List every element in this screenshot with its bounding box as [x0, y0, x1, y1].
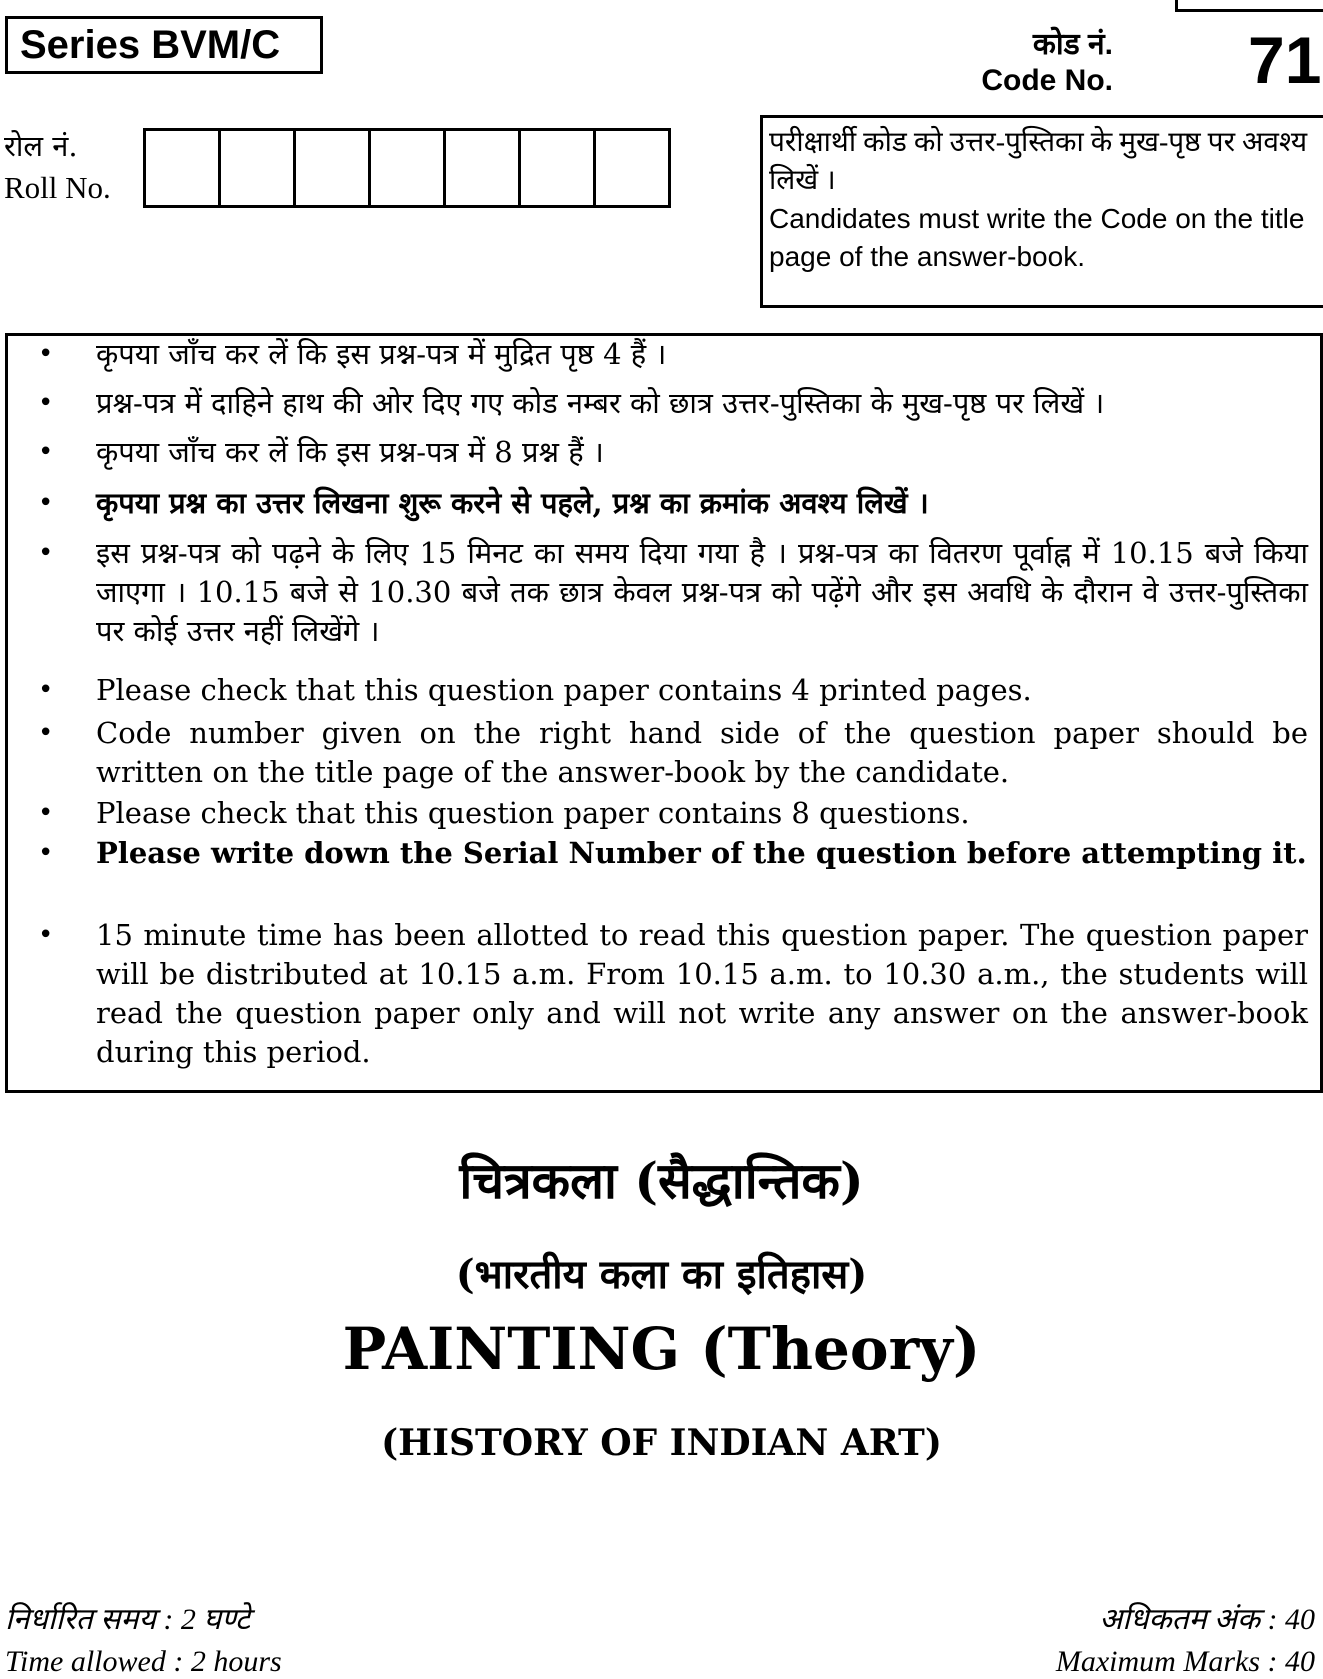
roll-digit-box [371, 131, 446, 205]
bullet-icon: • [38, 339, 54, 369]
top-corner-box [1175, 0, 1323, 12]
time-allowed: Time allowed : 2 hours [5, 1645, 282, 1678]
instruction-text: इस प्रश्न-पत्र को पढ़ने के लिए 15 मिनट का समय दिया गया है । प्रश्न-पत्र का वितरण पूर्वाह्न में 10.15 बजे किया जाएगा । 10.15 बजे से 10.30 बजे तक छात्र केवल प्रश्न-पत्र को पढ़ेंगे और इस अवधि के दौरान वे उत्तर-पुस्तिका पर कोई उत्तर नहीं लिखेंगे । [96, 536, 1308, 648]
subject-subtitle: (HISTORY OF INDIAN ART) [381, 1422, 942, 1464]
roll-label-hindi: रोल नं. [4, 129, 78, 163]
instruction-item [38, 794, 1308, 833]
series-label: Series BVM/C [5, 16, 323, 74]
bullet-icon: • [38, 838, 54, 868]
roll-digit-box [221, 131, 296, 205]
instruction-item [38, 834, 1308, 873]
max-marks: Maximum Marks : 40 [1055, 1645, 1315, 1678]
instruction-item [38, 484, 1308, 523]
bullet-icon: • [38, 488, 54, 518]
subject-title: PAINTING (Theory) [342, 1315, 981, 1383]
max-marks-hindi: अधिकतम अंक : 40 [1099, 1603, 1315, 1636]
roll-digit-box [521, 131, 596, 205]
instruction-text: कृपया जाँच कर लें कि इस प्रश्न-पत्र में 8 प्रश्न हैं । [96, 435, 604, 469]
code-label: Code No. [981, 64, 1113, 97]
bullet-icon: • [38, 798, 54, 828]
roll-label: Roll No. [4, 170, 111, 205]
code-number: 71 [1248, 23, 1322, 97]
instruction-item [38, 916, 1308, 1072]
code-notice-box [760, 115, 1323, 308]
bullet-icon: • [38, 675, 54, 705]
instructions-box [5, 333, 1323, 1093]
bullet-icon: • [38, 388, 54, 418]
code-label-hindi: कोड नं. [1032, 28, 1113, 61]
bullet-icon: • [38, 538, 54, 568]
bullet-icon: • [38, 920, 54, 950]
bullet-icon: • [38, 718, 54, 748]
time-allowed-hindi: निर्धारित समय : 2 घण्टे [5, 1603, 251, 1636]
instruction-text: Please write down the Serial Number of the question before attempting it. [96, 836, 1307, 870]
instruction-text: 15 minute time has been allotted to read this question paper. The question paper will be distributed at 10.15 a.m. From 10.15 a.m. to 10.30 a.m., the students will read the question paper only and will not write any answer on the answer-book during this period. [96, 918, 1308, 1069]
instruction-item [38, 714, 1308, 792]
instruction-text: कृपया प्रश्न का उत्तर लिखना शुरू करने से पहले, प्रश्न का क्रमांक अवश्य लिखें । [96, 486, 929, 520]
roll-number-boxes [143, 128, 671, 208]
instruction-text: कृपया जाँच कर लें कि इस प्रश्न-पत्र में मुद्रित पृष्ठ 4 हैं । [96, 337, 667, 371]
roll-digit-box [596, 131, 668, 205]
roll-digit-box [146, 131, 221, 205]
instruction-text: प्रश्न-पत्र में दाहिने हाथ की ओर दिए गए कोड नम्बर को छात्र उत्तर-पुस्तिका के मुख-पृष्ठ पर लिखें । [96, 386, 1105, 420]
instruction-text: Please check that this question paper contains 8 questions. [96, 796, 970, 830]
instruction-item [38, 335, 1308, 374]
subject-subtitle-hindi: (भारतीय कला का इतिहास) [455, 1251, 868, 1298]
bullet-icon: • [38, 437, 54, 467]
instruction-text: Code number given on the right hand side of the question paper should be written on the title page of the answer-book by the candidate. [96, 716, 1308, 789]
roll-digit-box [296, 131, 371, 205]
notice-english: Candidates must write the Code on the title page of the answer-book. [769, 203, 1305, 272]
instruction-item [38, 534, 1308, 651]
subject-title-hindi: चित्रकला (सैद्धान्तिक) [459, 1151, 864, 1210]
notice-hindi: परीक्षार्थी कोड को उत्तर-पुस्तिका के मुख-पृष्ठ पर अवश्य लिखें । [769, 127, 1308, 196]
instruction-item [38, 384, 1308, 423]
instruction-item [38, 433, 1308, 472]
roll-digit-box [446, 131, 521, 205]
instruction-text: Please check that this question paper contains 4 printed pages. [96, 673, 1032, 707]
instruction-item [38, 671, 1308, 710]
